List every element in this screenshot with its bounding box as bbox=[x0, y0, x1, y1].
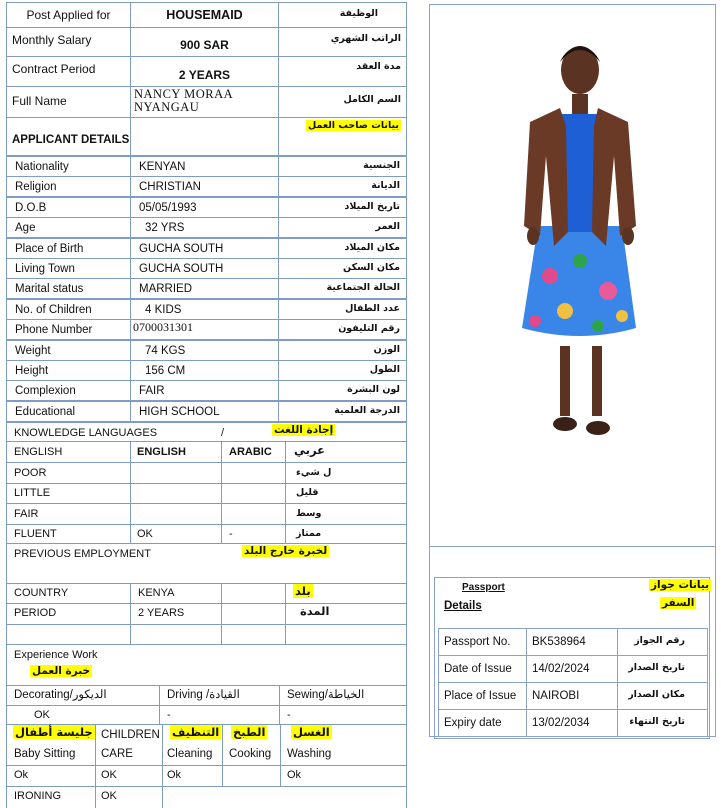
previous-employment-arabic bbox=[242, 546, 329, 557]
exp-sewing-label: Sewing/الخياطة bbox=[287, 689, 365, 701]
contract-period-label: Contract Period bbox=[6, 56, 131, 87]
detail-arabic: تاريخ الميلاد bbox=[278, 197, 407, 218]
exp-childcare-value: OK bbox=[101, 769, 117, 781]
detail-arabic: مكان الميلاد bbox=[278, 238, 407, 259]
experience-title: Experience Work bbox=[14, 649, 98, 661]
detail-label: Age bbox=[6, 217, 131, 238]
detail-value: 05/05/1993 bbox=[130, 197, 279, 218]
lang-level-arabic-label: ل شيء bbox=[296, 467, 332, 478]
detail-label: Phone Number bbox=[6, 319, 131, 340]
detail-value: 4 KIDS bbox=[130, 299, 279, 320]
jacket-right bbox=[592, 108, 636, 246]
exp-cleaning-value: Ok bbox=[167, 769, 182, 781]
shoe-left bbox=[553, 417, 577, 431]
exp-babysitting-arabic-text: جليسة أطفال bbox=[15, 725, 93, 739]
exp-cooking-arabic bbox=[231, 727, 267, 739]
detail-label: Nationality bbox=[6, 156, 131, 177]
lang-level-label: LITTLE bbox=[14, 487, 51, 499]
exp-washing-label: Washing bbox=[287, 748, 332, 760]
passport-arabic: رقم الجواز bbox=[617, 628, 708, 656]
detail-value: 74 KGS bbox=[130, 340, 279, 361]
exp-decorating-label: Decorating/الديكور bbox=[14, 689, 107, 701]
passport-arabic: مكان الصدار bbox=[617, 682, 708, 710]
exp-cooking-arabic-text: الطبخ bbox=[233, 725, 266, 739]
passport-title-arabic-2 bbox=[660, 598, 696, 609]
passport-arabic: تاريخ النتهاء bbox=[617, 709, 708, 737]
detail-arabic: الطول bbox=[278, 360, 407, 381]
detail-arabic: لون البشرة bbox=[278, 380, 407, 401]
detail-value: FAIR bbox=[130, 380, 279, 401]
detail-arabic: الديانة bbox=[278, 176, 407, 197]
passport-label: Date of Issue bbox=[438, 655, 527, 683]
exp-cleaning-arabic bbox=[170, 727, 221, 739]
detail-value: GUCHA SOUTH bbox=[130, 258, 279, 279]
exp-cleaning-arabic-text: التنظيف bbox=[172, 725, 220, 739]
country-arabic bbox=[293, 586, 313, 598]
applicant-details-arabic bbox=[278, 117, 407, 156]
lang-header-label: ENGLISH bbox=[14, 446, 63, 458]
exp-driving-value: - bbox=[167, 709, 171, 721]
full-name-value: NANCY MORAA NYANGAU bbox=[130, 86, 279, 118]
country-label: COUNTRY bbox=[14, 587, 69, 599]
post-applied-label: Post Applied for bbox=[6, 2, 131, 28]
passport-label: Place of Issue bbox=[438, 682, 527, 710]
previous-employment-title: PREVIOUS EMPLOYMENT bbox=[14, 548, 151, 560]
passport-value: 14/02/2024 bbox=[526, 655, 618, 683]
full-name-label: Full Name bbox=[6, 86, 131, 118]
exp-cooking-label: Cooking bbox=[229, 748, 272, 760]
detail-label: Living Town bbox=[6, 258, 131, 279]
detail-value: HIGH SCHOOL bbox=[130, 401, 279, 422]
detail-arabic: عدد الطفال bbox=[278, 299, 407, 320]
leg-right bbox=[592, 346, 602, 416]
detail-value: 32 YRS bbox=[130, 217, 279, 238]
experience-title-arabic bbox=[30, 666, 92, 677]
detail-value: CHRISTIAN bbox=[130, 176, 279, 197]
monthly-salary-label: Monthly Salary bbox=[6, 27, 131, 57]
experience-title-arabic-text: خبرة العمل bbox=[32, 665, 91, 677]
detail-label: Height bbox=[6, 360, 131, 381]
full-name-arabic: السم الكامل bbox=[278, 86, 407, 118]
detail-label: Religion bbox=[6, 176, 131, 197]
exp-washing-arabic-text: الغسل bbox=[293, 725, 330, 739]
passport-arabic: تاريخ الصدار bbox=[617, 655, 708, 683]
applicant-photo bbox=[510, 36, 650, 442]
passport-value: 13/02/2034 bbox=[526, 709, 618, 737]
detail-arabic: رقم التليفون bbox=[278, 319, 407, 340]
passport-label: Passport No. bbox=[438, 628, 527, 656]
passport-title-2: Details bbox=[444, 600, 482, 612]
lang-level-label: FAIR bbox=[14, 508, 39, 520]
contract-period-arabic: مدة العقد bbox=[278, 56, 407, 87]
previous-employment-arabic-text: لخبرة خارج البلد bbox=[244, 545, 328, 557]
passport-title: Passport bbox=[462, 582, 505, 593]
exp-cleaning-label: Cleaning bbox=[167, 748, 213, 760]
period-label: PERIOD bbox=[14, 607, 57, 619]
lang-level-arabic: - bbox=[229, 528, 233, 540]
applicant-details-arabic-text: بيانات صاحب العمل bbox=[308, 120, 399, 131]
detail-arabic: الوزن bbox=[278, 340, 407, 361]
detail-label: D.O.B bbox=[6, 197, 131, 218]
exp-babysitting-value: Ok bbox=[14, 769, 29, 781]
lang-level-arabic-label: ممتاز bbox=[296, 528, 322, 539]
country-value: KENYA bbox=[138, 587, 175, 599]
passport-value: NAIROBI bbox=[526, 682, 618, 710]
passport-label: Expiry date bbox=[438, 709, 527, 737]
languages-title: KNOWLEDGE LANGUAGES bbox=[14, 427, 158, 439]
lang-level-label: POOR bbox=[14, 467, 47, 479]
detail-arabic: العمر bbox=[278, 217, 407, 238]
detail-arabic: الجنسية bbox=[278, 156, 407, 177]
detail-label: Educational bbox=[6, 401, 131, 422]
detail-value: 0700031301 bbox=[130, 319, 279, 340]
exp-babysitting-arabic bbox=[13, 727, 95, 739]
passport-title-arabic bbox=[649, 580, 711, 591]
exp-ironing-label: IRONING bbox=[14, 790, 62, 802]
photo-divider bbox=[429, 546, 716, 547]
lang-header-arabic: ARABIC bbox=[229, 446, 272, 458]
detail-value: 156 CM bbox=[130, 360, 279, 381]
detail-label: Weight bbox=[6, 340, 131, 361]
detail-arabic: مكان السكن bbox=[278, 258, 407, 279]
detail-label: No. of Children bbox=[6, 299, 131, 320]
exp-washing-value: Ok bbox=[287, 769, 302, 781]
detail-value: MARRIED bbox=[130, 278, 279, 299]
exp-childcare-label-2: CARE bbox=[101, 748, 133, 760]
lang-row-divider bbox=[6, 524, 407, 525]
detail-label: Marital status bbox=[6, 278, 131, 299]
detail-arabic: الدرجة العلمية bbox=[278, 401, 407, 422]
passport-value: BK538964 bbox=[526, 628, 618, 656]
applicant-details-blank bbox=[130, 117, 279, 156]
lang-level-english: OK bbox=[137, 528, 153, 540]
monthly-salary-arabic: الراتب الشهري bbox=[278, 27, 407, 57]
applicant-details-heading: APPLICANT DETAILS bbox=[6, 117, 131, 156]
post-applied-value: HOUSEMAID bbox=[130, 2, 279, 28]
shoe-right bbox=[586, 421, 610, 435]
languages-title-arabic bbox=[272, 425, 335, 436]
lang-level-arabic-label: قليل bbox=[296, 487, 319, 498]
period-arabic: المدة bbox=[300, 604, 330, 618]
period-value: 2 YEARS bbox=[138, 607, 185, 619]
detail-value: KENYAN bbox=[130, 156, 279, 177]
contract-period-value: 2 YEARS bbox=[130, 56, 279, 87]
lang-row-divider bbox=[6, 503, 407, 504]
exp-ironing-value: OK bbox=[101, 790, 117, 802]
post-applied-arabic: الوظيفة bbox=[278, 2, 407, 28]
lang-level-arabic-label: وسط bbox=[296, 508, 322, 519]
monthly-salary-value: 900 SAR bbox=[130, 27, 279, 57]
detail-label: Place of Birth bbox=[6, 238, 131, 259]
detail-value: GUCHA SOUTH bbox=[130, 238, 279, 259]
jacket-left bbox=[524, 108, 568, 246]
exp-sewing-value: - bbox=[287, 709, 291, 721]
leg-left bbox=[560, 346, 570, 416]
detail-label: Complexion bbox=[6, 380, 131, 401]
lang-header-arabic-label: عربي bbox=[294, 443, 325, 457]
lang-header-english: ENGLISH bbox=[137, 446, 186, 458]
passport-title-arabic-text: بيانات جواز bbox=[651, 579, 710, 591]
passport-title-arabic-2-text: السفر bbox=[662, 597, 695, 609]
exp-childcare-label: CHILDREN bbox=[101, 729, 160, 741]
lang-level-label: FLUENT bbox=[14, 528, 57, 540]
languages-slash: / bbox=[221, 427, 225, 439]
lang-row-divider bbox=[6, 483, 407, 484]
country-arabic-text: بلد bbox=[295, 584, 311, 598]
exp-washing-arabic bbox=[291, 727, 332, 739]
exp-driving-label: Driving /القيادة bbox=[167, 689, 240, 701]
detail-arabic: الحالة الجتماعية bbox=[278, 278, 407, 299]
exp-babysitting-label: Baby Sitting bbox=[14, 748, 76, 760]
languages-title-arabic-text: إجادة اللغت bbox=[274, 424, 334, 436]
exp-decorating-value: OK bbox=[34, 709, 50, 721]
